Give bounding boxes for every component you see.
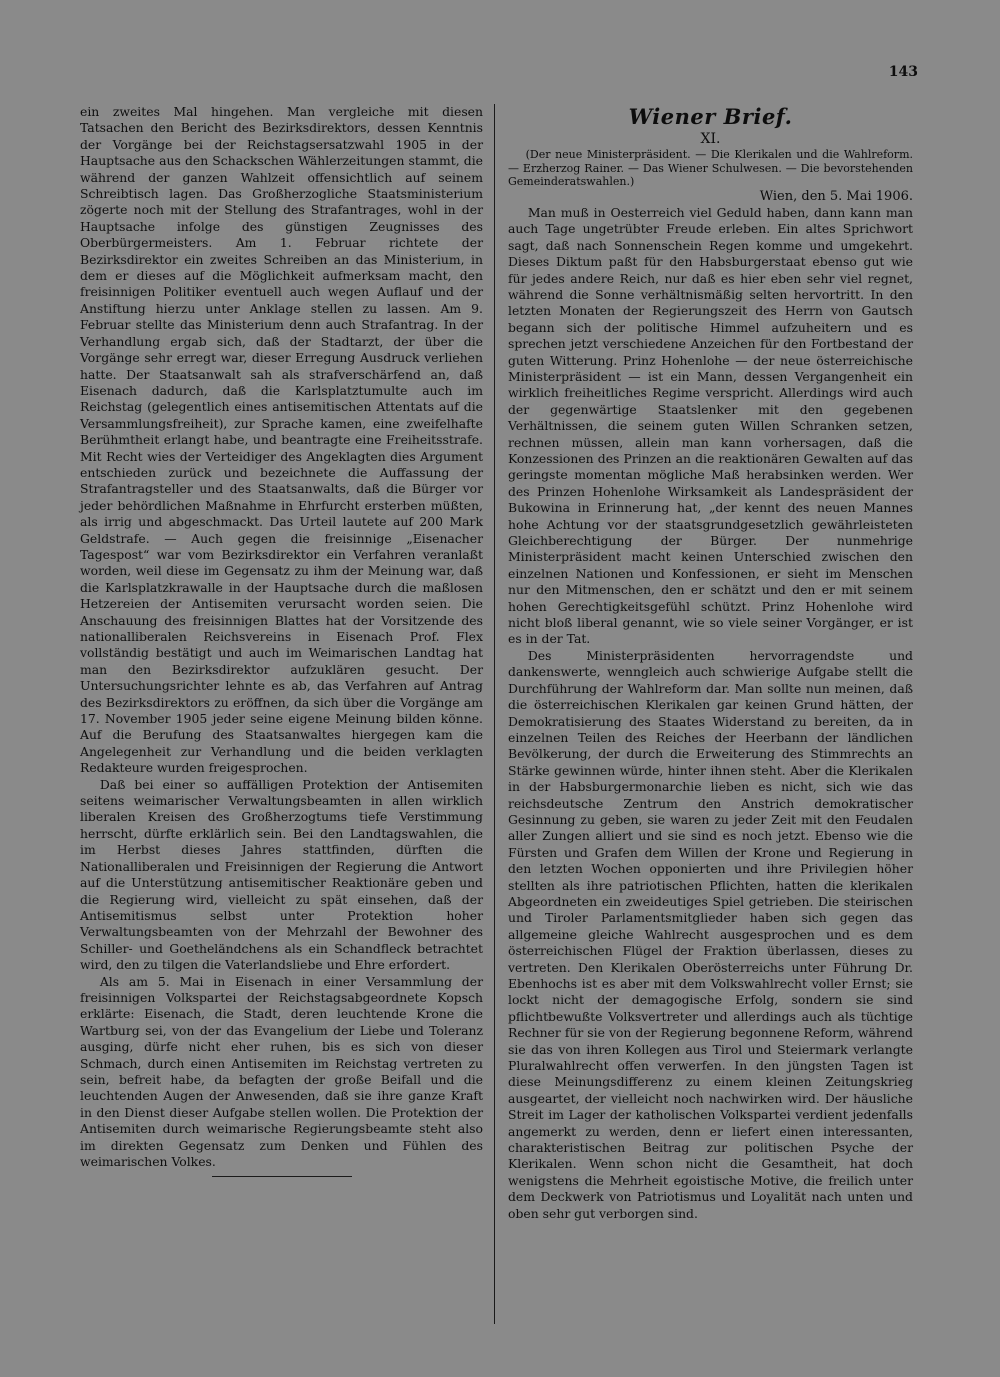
column-divider <box>494 104 495 1324</box>
right-column <box>508 104 913 1222</box>
right-paragraph-1: Man muß in Oesterreich viel Geduld haben, dann kann man auch Tage ungetrübter Freude erleben. Ein altes Sprichwort sagt, daß nach Sonnenschein Regen komme und umgekehrt. Dieses Diktum paßt für den Habsburgerstaat ebenso gut wie für jedes andere Reich, nur daß es hier eben sehr viel regnet, während die Sonne verhältnismäßig selten hervortritt. In den letzten Monaten der Regierungszeit des Herrn von Gautsch begann sich der politische Himmel aufzuheitern und es sprechen jetzt verschiedene Anzeichen für den Fortbestand der guten Witterung. Prinz Hohenlohe — der neue österreichische Ministerpräsident — ist ein Mann, dessen Vergangenheit ein wirklich freiheitliches Regime verspricht. Allerdings wird auch der gegenwärtige Staatslenker mit den gegebenen Verhältnissen, die seinem guten Willen Schranken setzen, rechnen müssen, allein man kann vorhersagen, daß die Konzessionen des Prinzen an die reaktionären Gewalten auf das geringste momentan mögliche Maß herabsinken werden. Wer des Prinzen Hohenlohe Wirksamkeit als Landespräsident der Bukowina in Erinnerung hat, „der kennt des neuen Mannes hohe Achtung vor der staatsgrundgesetzlich gewährleisteten Gleichberechtigung der Bürger. Der nunmehrige Ministerpräsident macht keinen Unterschied zwischen den einzelnen Nationen und Konfessionen, er sieht im Menschen nur den Mitmenschen, den er schätzt und den er mit seinem hohen Gerechtigkeitsgefühl schützt. Prinz Hohenlohe wird nicht bloß liberal genannt, wie so viele seiner Vorgänger, er ist es in der Tat. <box>508 204 913 647</box>
right-paragraph-2: Des Ministerpräsidenten hervorragendste und dankenswerte, wenngleich auch schwierige Aufgabe stellt die Durchführung der Wahlreform dar. Man sollte nun meinen, daß die österreichischen Klerikalen gar keinen Grund hätten, der Demokratisierung des Staates Widerstand zu bereiten, da in einzelnen Teilen des Reiches der Heerbann der ländlichen Bevölkerung, der durch die Erweiterung des Stimmrechts an Stärke gewinnen würde, hinter ihnen steht. Aber die Klerikalen in der Habsburgermonarchie lieben es nicht, sich wie das reichsdeutsche Zentrum den Anstrich demokratischer Gesinnung zu geben, sie waren zu jeder Zeit mit den Feudalen aller Zungen alliert und sie sind es noch jetzt. Ebenso wie die Fürsten und Grafen dem Willen der Krone und Regierung in den letzten Wochen opponierten und ihre Privilegien höher stellten als ihre patriotischen Pflichten, hatten die klerikalen Abgeordneten ein zweideutiges Spiel getrieben. Die steirischen und Tiroler Parlamentsmitglieder haben sich gegen das allgemeine gleiche Wahlrecht ausgesprochen und es dem österreichischen Flügel der Fraktion überlassen, dieses zu vertreten. Den Klerikalen Oberösterreichs unter Führung Dr. Ebenhochs ist es aber mit dem Volkswahlrecht voller Ernst; sie lockt nicht der demagogische Erfolg, sondern sie sind pflichtbewußte Volksvertreter und allerdings auch als tüchtige Rechner für sie von der Regierung begonnene Reform, während sie das von ihren Kollegen aus Tirol und Steiermark verlangte Pluralwahlrecht offen verwerfen. In den jüngsten Tagen ist diese Meinungsdifferenz zu einem kleinen Zeitungskrieg ausgeartet, der vielleicht noch nachwirken wird. Der häusliche Streit im Lager der katholischen Volkspartei verdient jedenfalls angemerkt zu werden, denn er liefert einen interessanten, charakteristischen Beitrag zur politischen Psyche der Klerikalen. Wenn schon nicht die Gesamtheit, hat doch wenigstens die Mehrheit egoistische Motive, die freilich unter dem Deckwerk von Patriotismus und Loyalität nach unten und oben sehr gut verborgen sind. <box>508 647 913 1221</box>
left-paragraph-3: Als am 5. Mai in Eisenach in einer Versammlung der freisinnigen Volkspartei der Reichstagsabgeordnete Kopsch erklärte: Eisenach, die Stadt, deren leuchtende Krone die Wartburg sei, von der das Evangelium der Liebe und Toleranz ausging, dürfe nicht eher ruhen, bis es sich von dieser Schmach, durch einen Antisemiten im Reichstag vertreten zu sein, befreit habe, da befagten der große Beifall und die leuchtenden Augen der Anwesenden, daß sie ihre ganze Kraft in den Dienst dieser Aufgabe stellen wollen. Die Protektion der Antisemiten durch weimarische Regierungsbeamte steht also im direkten Gegensatz zum Denken und Fühlen des weimarischen Volkes. <box>80 973 483 1169</box>
left-column <box>80 104 483 1177</box>
dateline: Wien, den 5. Mai 1906. <box>759 188 913 204</box>
article-summary: (Der neue Ministerpräsident. — Die Klerikalen und die Wahlreform. — Erzherzog Rainer. — Das Wiener Schulwesen. — Die bevorstehenden Gemeinderatswahlen.) <box>508 148 913 188</box>
left-paragraph-1: ein zweites Mal hingehen. Man vergleiche mit diesen Tatsachen den Bericht des Bezirksdirektors, dessen Kenntnis der Vorgänge bei der Reichstagsersatzwahl 1905 in der Hauptsache aus den Schackschen Wählerzeitungen stammt, die während der ganzen Wahlzeit offensichtlich auf seinem Schreibtisch lagen. Das Großherzogliche Staatsministerium zögerte noch mit der Stellung des Strafantrages, wohl in der Hauptsache infolge des günstigen Zeugnisses des Oberbürgermeisters. Am 1. Februar richtete der Bezirksdirektor ein zweites Schreiben an das Ministerium, in dem er dieses auf die Möglichkeit aufmerksam macht, den freisinnigen Politiker eventuell auch wegen Auflauf und der Anstiftung hierzu unter Anklage stellen zu lassen. Am 9. Februar stellte das Ministerium denn auch Strafantrag. In der Verhandlung ergab sich, daß der Stadtarzt, der über die Vorgänge sehr erregt war, dieser Erregung Ausdruck verliehen hatte. Der Staatsanwalt sah als strafverschärfend an, daß Eisenach dadurch, daß die Karlsplatztumulte auch im Reichstag (gelegentlich eines antisemitischen Attentats auf die Versammlungsfreiheit), zur Sprache kamen, eine zweifelhafte Berühmtheit erlangt habe, und beantragte eine Freiheitsstrafe. Mit Recht wies der Verteidiger des Angeklagten dies Argument entschieden zurück und bezeichnete die Auffassung der Strafantragsteller und des Staatsanwalts, daß die Bürger vor jeder behördlichen Maßnahme in Ehrfurcht ersterben müßten, als irrig und abgeschmackt. Das Urteil lautete auf 200 Mark Geldstrafe. — Auch gegen die freisinnige „Eisenacher Tagespost“ war vom Bezirksdirektor ein Verfahren veranlaßt worden, weil diese im Gegensatz zu ihm der Meinung war, daß die Karlsplatzkrawalle in der Hauptsache durch die maßlosen Hetzereien der Antisemiten verursacht worden seien. Die Anschauung des freisinnigen Blattes hat der Vorsitzende des nationalliberalen Reichsvereins in Eisenach Prof. Flex vollständig bestätigt und auch im Weimarischen Landtag hat man den Bezirksdirektor aufzuklären gesucht. Der Untersuchungsrichter lehnte es ab, das Verfahren auf Antrag des Bezirksdirektors zu eröffnen, da sich über die Vorgänge am 17. November 1905 jeder seine eigene Meinung bilden könne. Auf die Berufung des Staatsanwaltes hiergegen kam die Angelegenheit zur Verhandlung und die beiden verklagten Redakteure wurden freigesprochen. <box>80 104 483 776</box>
page-number: 143 <box>888 64 918 80</box>
article-title: Wiener Brief. <box>628 104 793 129</box>
left-paragraph-2: Daß bei einer so auffälligen Protektion der Antisemiten seitens weimarischer Verwaltungsbeamten in allen wirklich liberalen Kreisen des Großherzogtums tiefe Verstimmung herrscht, dürfte erklärlich sein. Bei den Landtagswahlen, die im Herbst dieses Jahres stattfinden, dürften die Nationalliberalen und Freisinnigen der Regierung die Antwort auf die Unterstützung antisemitischer Reaktionäre geben und die Regierung wird, vielleicht zu spät einsehen, daß der Antisemitismus selbst unter Protektion hoher Verwaltungsbeamten von der Mehrzahl der Bewohner des Schiller- und Goetheländchens als ein Schandfleck betrachtet wird, den zu tilgen die Vaterlandsliebe und Ehre erfordert. <box>80 776 483 973</box>
article-number: XI. <box>700 131 721 147</box>
article-end-rule <box>212 1176 352 1177</box>
